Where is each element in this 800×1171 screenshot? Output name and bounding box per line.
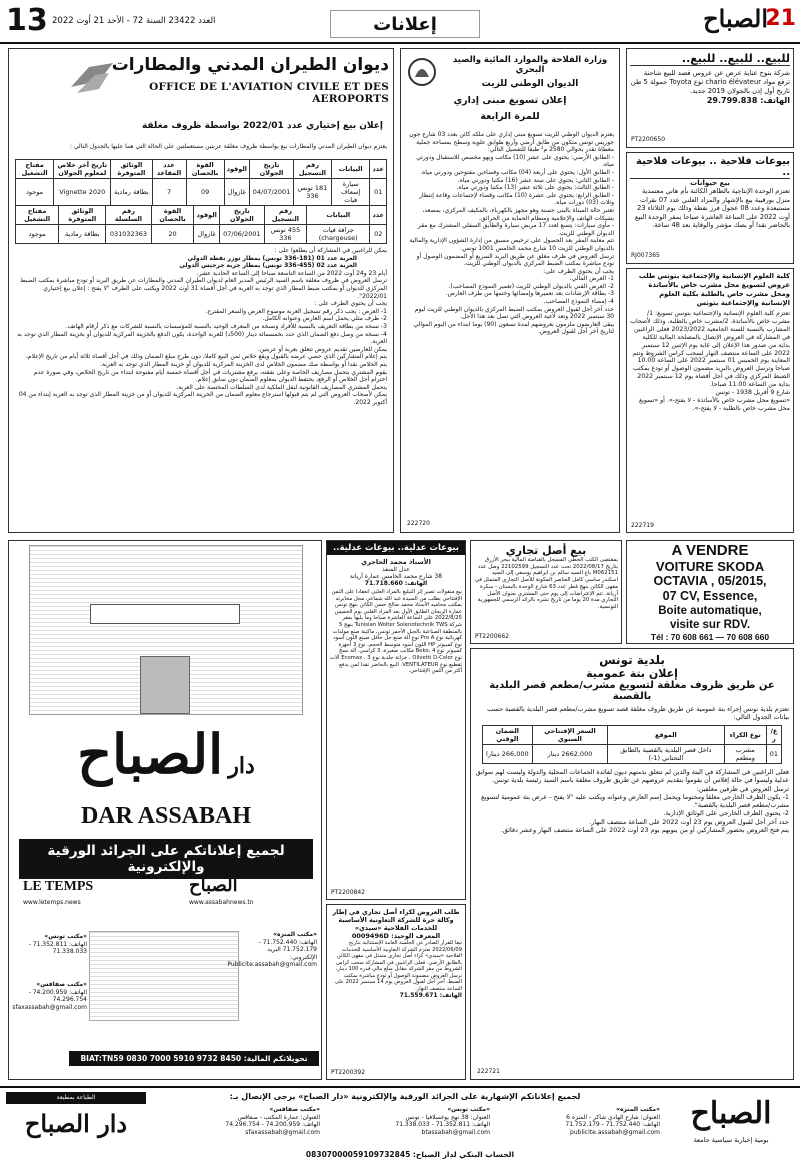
ad-college — [626, 268, 794, 533]
table-cell: غازوال — [194, 225, 219, 244]
skoda-line5: Boite automatique, — [658, 605, 762, 617]
section-title — [330, 10, 480, 38]
skoda-line1: A VENDRE — [671, 542, 749, 559]
airport-ad-title: إعلان بيع إختياري عدد 2022/01 بواسطة ظروف مغلقة — [141, 121, 383, 131]
ministry-heading2: للمرة الرابعة — [480, 111, 540, 122]
airport-para: العربة عدد 01 (181-336 تونس) بمطار توزر نفطة الدولي — [187, 254, 357, 262]
footer-bank: الحساب البنكي لدار الصباح: 08307000059109732845 — [305, 1150, 515, 1159]
table-cell: 07/06/2001 — [219, 225, 264, 244]
footer-office-title: «مكتب تونس» — [447, 1106, 490, 1113]
page-number: 13 — [6, 3, 48, 38]
airport-para: 4- نسخة من وصل دفع الضمان الذي حدد بخمسمائة دينار (500د) للعربة الواحدة، يكون الدفع بالخزينة المركزية للديوان أو بخزينة المطار الذي توجد به العربة. — [17, 330, 387, 346]
muni-title2: إعلان بتة عمومية — [586, 667, 678, 680]
ministry-para: تعتبر حالة المبناة بالبنى حسنة وهو مجهز بالكهرباء، بالمكيف المركزي، بمصعد، بشبكات الهاتف والإعلامية ومنظام الحماية من الحرائق. — [422, 206, 614, 222]
footer-logo-text: الصباح — [690, 1096, 772, 1131]
airport-para: 3- نسخة من بطاقة التعريف بالنسبة للأفراد ونسخة من المعرف الوحيد بالنسبة للمؤسسات بالنسبة للشركات مع ذكر أرقام الهاتف. — [65, 322, 387, 330]
muni-para: حدد آخر أجل لقبول العروض يوم 23 أوت 2022 على الساعة منتصف النهار. — [589, 817, 789, 826]
airport-para: 2- ظرف مثلي يحمل اسم العارض وعنوانه الكامل. — [262, 315, 387, 323]
muni-para: ترسل العروض في ظرفين مغلقين: — [696, 784, 789, 793]
table-cell: 181 تونس 336 — [293, 179, 331, 206]
ministry-para: يعتزم الديوان الوطني للزيت تسويغ مبنى إداري على ملكه كائن بعدد 03 شارع جون جوريس تونس متكون من طابق أرضي وأربع طوابق علوية وسطح بمساحة جملية مغطاة تقدر بحوالي 2580 م² طبقا للتفصيل التالي: — [409, 131, 614, 154]
table-row — [16, 225, 387, 244]
table-header-cell: الضمان الوقتي — [483, 726, 533, 745]
ministry-para: - الطابق الثالث: يحتوي على ثلاثة عشر (13) مكتبا ودورتي مياه. — [456, 184, 614, 192]
footer-print — [6, 1092, 146, 1168]
table-header-cell: مفتاح التشغيل — [16, 160, 54, 179]
ad-sale — [626, 48, 794, 148]
table-header-cell: البيانات — [331, 160, 370, 179]
coop-title: طلب العروض لكراء أصل تجاري في إطار وكالة حرة للشركة التعاونية الأساسية للخدمات الفلاحية «سيدي» — [332, 908, 460, 932]
paper-letemps-logo: LE TEMPS — [23, 879, 94, 894]
skoda-line7: Tél : 70 608 661 — 70 608 660 — [650, 632, 770, 642]
footer-office-phone: الهاتف: 71.752.440 - 71.752.179 — [565, 1121, 660, 1129]
airport-name-fr: OFFICE DE L'AVIATION CIVILE ET DES AEROPORTS — [149, 81, 389, 105]
airport-para: يقوم المشتري بتحمل مصاريف الخاصة وعلى نفقته، يرفع مشتريات في أجل أقصاه خمسة أيام مفتوحة ابتداء من تاريخ الخلاص، وفي صورة عدم احترام أجل الخلاص أو الرفع، يحتفظ الديوان بمعلوم الضمان دون سابق إعلام. — [34, 368, 387, 384]
table-cell: 04/07/2001 — [250, 179, 294, 206]
ad-airport — [8, 48, 394, 533]
muni-para: 2- يحتوي الظرف الخارجي على الوثائق الإدارية. — [663, 809, 789, 818]
airport-para: يتم إعلام المشاركين الذي حضي عرضه بالقبول ويقع خلاص ثمن البيع كاملا، دون طرح مبلغ الضمان وذلك في أجل أقصاه ثلاثة أيام من تاريخ الإعلام، يتم الخلاص نقدا أو بواسطة صك مضمون الخلاص لدى الخزينة المركزية للديوان أو خزينة المطار الذي توجد به العربة. — [25, 353, 387, 368]
masthead-logo — [680, 4, 796, 40]
table-cell: 455 تونس 336 — [264, 225, 306, 244]
table-header-row — [483, 726, 782, 745]
skoda-line2: VOITURE SKODA — [655, 559, 765, 574]
ad-skoda — [626, 540, 794, 644]
footer-office-title: «مكتب صفاقس» — [269, 1106, 320, 1113]
ad-code: 222721 — [477, 1068, 500, 1076]
ad-commerce — [470, 540, 622, 644]
footer-print-label: الطباعة بمطبعة — [6, 1092, 146, 1104]
table-header-cell: تاريخ آخر خلاص لمعلوم الجولان — [54, 160, 111, 179]
ad-code: 222720 — [407, 520, 430, 528]
table-header-cell: الوثائق المتوفرة — [111, 160, 152, 179]
table-header-cell: ع/ر — [766, 726, 781, 745]
promo-office-sfax — [12, 981, 87, 1011]
airport-para: يتحمل المشتري المصاريف القانونية لنقل الملكية لدى السلطات المختصة على العربة. — [176, 383, 387, 391]
paper-assabah-logo: الصباح — [189, 875, 238, 896]
promo-papers — [19, 875, 313, 935]
table-row — [16, 179, 387, 206]
ministry-para: - الطابق الأول: يحتوي على أربعة (04) مكاتب وقضاءين مفتوحين ودورتي مياه. — [420, 168, 614, 176]
page-footer — [0, 1086, 800, 1171]
promo-office-title: «مكتب المنزه» — [273, 931, 317, 938]
college-address: شارع 9 أفريل 1938 - تونس — [715, 389, 790, 397]
ministry-para: تتم معاينة المقر بعد الحصول على ترخيص مسبق من إدارة الشؤون الإدارية والمالية بالديوان الوطني للزيت 10 شارع محمد الخامس 1001 تونس. — [409, 237, 614, 252]
footer-office-mail: btassabah@gmail.com — [421, 1128, 490, 1136]
page-header — [0, 0, 800, 44]
table-cell: 031032363 — [106, 225, 151, 244]
airport-para: يمكن للراغبين في المشاركة أن يطلعوا على : — [274, 247, 387, 254]
footer-office-phone: الهاتف: 74.200.959 - 74.296.754 — [225, 1121, 320, 1129]
ad-coop — [326, 904, 466, 1080]
table-cell: غازوال — [224, 179, 249, 206]
promo-office-title: «مكتب صفاقس» — [36, 981, 87, 988]
promo-logo-fr: DAR ASSABAH — [80, 803, 252, 829]
ad-code: RJ007365 — [631, 252, 660, 260]
airport-table-1 — [15, 159, 387, 206]
ministry-para: 4- إمضاء النموذج المصاحب. — [543, 298, 614, 306]
table-header-cell: عدد — [370, 160, 387, 179]
ministry-body — [406, 131, 614, 336]
muni-para: يتم فتح العروض بحضور المشاركين أو من ينوبهم يوم 23 أوت 2022 على الساعة منتصف النهار وعشر دقائق. — [500, 826, 789, 835]
footer-office-title: «مكتب المنزه» — [616, 1106, 660, 1113]
ministry-para: يبقى العارضون ملزمون بعروضهم لمدة تسعون (90) يوما ابتداء من اليوم الموالي لتاريخ آخر أجل لقبول العروض. — [413, 320, 614, 336]
ministry-subtitle: الديوان الوطني للزيت — [481, 79, 579, 89]
ad-code: PT2200662 — [475, 633, 510, 641]
table-cell: موجود — [16, 225, 59, 244]
table-header-row — [16, 160, 387, 179]
coop-id-line — [330, 932, 462, 940]
ministry-para: - مأوى سيارات: يتسع لعدد 17 مربض سيارة والطابق السفلي المشترك مع مقر الديوان الوطني للزيت. — [417, 222, 614, 237]
judicial-text: بيع منقولات تصير إثر التبليغ بالمزاد العلني انعقادا على الثمن الإفتتاحي بطلب من السيدة عبد الله شماعي محل مخابرته بمكتب محاميه الأستاذ محمد صالح حسن الكائن بنهج تونس عمارة الريحان الطابق الأول بعد المزاد العلني يوم الخميس 2022/8/25 على الساعة العاشرة صباحا وما يليها بمقر شركة Tunisian Wolter Solenotechnik TWS بنهج 5 بالمنطقة الصناعية بالجبل الأحمر تونس، ماكينة صنع مولدات كهربائية نوع Pro A نوع آلة صنع جل حافل صينع اللون أسود نوع كمبيوتر HP اللون أسود متوسط الحجم، نوع 3 أجهزة كمبيوتر نوع Beko، 4 مكاتب صغيرة، 3 كراسي، آلة نسخ نوع Olivetti D-Color ، خزانة جلدية نوع Ecomax ، 3 آلات تقطيع نوع VENTILATEUR. البيع بالحاضر نقدا لمن يدفع أكثر من الثمن الإفتتاحي. — [330, 589, 462, 675]
promo-office-text: الهاتف: 71.752.440 - 71.752.179 البريد الإلكتروني: Publicite.assabah@gmail.com — [227, 938, 317, 969]
table-header-cell: تاريخ الجولان — [250, 160, 294, 179]
commerce-title: بيع أصل تجاري — [505, 544, 587, 557]
promo-office-text: الهاتف: 74.200.959 - 74.296.754 sfaxassabah@gmail.com — [12, 988, 87, 1011]
agri-title: بيوعات فلاحية .. بيوعات فلاحية .. — [630, 156, 790, 179]
ministry-para: - الطابق الأرضي: يحتوي على عشر (10) مكاتب وبهو مخصص للاستقبال ودورتي مياه. — [416, 153, 614, 169]
muni-intro: تعتزم بلدية تونس إجراء بتة عمومية عن طريق ظروف مغلقة قصد تسويغ مشرب/مطعم قصر البلدية بالقصبة حسب بيانات الجدول التالي: — [487, 705, 789, 721]
ministry-para: 3- بطاقة الإرشادات بعد تعميرها وإمضائها وختمها من طرف العارض. — [445, 290, 614, 298]
sale-phone-line — [630, 96, 790, 105]
promo-office-tunis — [15, 933, 87, 956]
judicial-phone: الهاتف: 71.718.660 — [364, 580, 428, 587]
table-header-cell: رقم السلسلة — [106, 206, 151, 225]
table-cell: 20 — [151, 225, 194, 244]
table-header-cell: السعر الإفتتاحي السنوي — [532, 726, 608, 745]
table-cell: Vignette 2020 — [54, 179, 111, 206]
airport-para: يمكن للعارضين تقديم عروض تتعلق بعربة أو عربتين. — [257, 345, 387, 353]
promo-slogan: لجميع إعلاناتكم على الجرائد الورقية والإلكترونية — [19, 839, 313, 879]
ministry-para: - الطابق الثاني: يحتوي على ستة عشر (16) مكتبا ودورتي مياه. — [457, 176, 614, 184]
muni-title3: عن طريق ظروف مغلقة لتسويغ مشرب/مطعم قصر البلدية بالقصبة — [489, 680, 775, 702]
muni-para: فعلى الراغبين في المشاركة في البتة والذين لم تتعلق بذمتهم ديون لفائدة الجماعات المحلية والدولة وليست لهم سوابق عدلية وليسوا في حالة إفلاس أن يقوموا بتقديم عروضهم عن طريق ظروف مغلقة باسم السيد رئيسة بلدية تونس. — [475, 768, 789, 785]
building-door — [140, 656, 190, 714]
sale-phone: 29.799.838 — [706, 96, 758, 105]
table-cell: موجود — [16, 179, 54, 206]
college-title: كلية العلوم الإنسانية والإجتماعية بتونس طلب عروض لتسويغ محل مشرب خاص بالأساتذة ومحل مشرب خاص بالطلبة بكلية العلوم الإنسانية والإجتماعية بتونس — [638, 272, 790, 307]
ad-assabah-promo — [8, 540, 322, 1080]
judicial-lawyer-sub: عدل المنفذ — [382, 566, 410, 573]
promo-logo-main: الصباح — [77, 722, 224, 786]
table-cell: 2662,000 دينار — [532, 745, 608, 764]
ministry-para: حدد آخر أجل لقبول العروض بمكتب الضبط المركزي بالديوان الوطني للزيت ليوم 30 سبتمبر 2022 وتعد لاغية العروض التي تصل بعد هذا الأجل. — [414, 305, 614, 321]
college-text: تعتزم كلية العلوم الإنسانية والإجتماعية بتونس تسويغ: 1/مشرب خاص بالأساتذة. 2/مشرب خاص بالطلبة. وذلك لأصحاب المشارب بالنسبة للسنة الجامعية 2023/2022 فعلى الراغبين في المشاركة في العروض الإتصال بالمصلحة المالية للكلية بداية من صدور هذا الإعلان إلى غاية يوم الإثنين 12 سبتمبر 2022 على الساعة منتصف النهار لسحب كراس الشروط وتتم المعاينة يوم الخميس 01 سبتمبر 2022 على الساعة 10.00 صباحا وترسل العروض بالبريد مضمون الوصول أو تودع بمكتب الضبط المركزي وذلك في أجل أقصاه يوم 12 سبتمبر 2022 بداية من الساعة 11.00 صباحا. — [630, 310, 790, 389]
ministry-para: 2- العرض الفني بالديوان الوطني للزيت (تعمير النموذج المصاحب). — [448, 282, 614, 290]
paper-letemps-web: www.letemps.news — [23, 899, 81, 906]
building-photo — [29, 545, 303, 715]
ad-agri — [626, 152, 794, 264]
airport-para: 1- العرض : يجب ذكر رقم تسجيل العربة موضوع العرض والسعر المقترح. — [205, 307, 387, 315]
onh-logo-icon — [407, 57, 437, 87]
footer-print-logo: دار الصباح — [24, 1108, 128, 1138]
skoda-line4: 07 CV, Essence, — [662, 589, 758, 603]
ministry-para: ترسل العروض في ظرف مغلق عن طريق البريد السريع أو المضمون الوصول أو تودع مباشرة بمكتب الضبط المركزي بالديوان الوطني للزيت. — [416, 252, 614, 268]
table-cell: 01 — [766, 745, 781, 764]
judicial-lawyer: الأستاذ محمد الحاجري — [361, 558, 431, 566]
table-cell: مشرب ومطعم — [724, 745, 766, 764]
ministry-para: 1- العرض المالي. — [569, 275, 614, 283]
table-cell: بطاقة رمادية — [111, 179, 152, 206]
table-cell: سيارة إسعاف فيات — [331, 179, 370, 206]
table-cell: 266,000 دينارا — [483, 745, 533, 764]
airport-para: ترسل العروض في ظروف مغلقة باسم السيد الرئيس المدير العام لديوان الطيران المدني والمطارات عن طريق البريد أو تودع مباشرة بمكتب الضبط المركزي للديوان أو بمكتب ضبط المطار الذي توجد به العربة في أجل أقصاه 31 أوت 2022 ويكتب على الظرف "لا يفتح : إعلان بيع إختياري 2022/01". — [20, 277, 387, 300]
ad-ministry — [400, 48, 620, 533]
skoda-line3: OCTAVIA , 05/2015, — [653, 574, 767, 588]
airport-para: يجب أن يحتوي الظرف على : — [314, 300, 387, 308]
ad-judicial — [326, 540, 466, 900]
table-header-cell: نوع الكراء — [724, 726, 766, 745]
airport-body — [17, 247, 387, 406]
footer-office-tunis — [330, 1106, 490, 1136]
building-sign — [90, 604, 240, 624]
skoda-line6: visite sur RDV. — [669, 619, 751, 631]
coop-text: تبعا للقرار الصادر عن الجلسة العامة الإستثنائية بتاريخ 2022/06/09 تعتزم الشركة التعاونية الأساسية للخدمات الفلاحية «سيدي» كراء أصل تجاري متمثل في مقهى الكائن بالطابق الأرضي. فعلى الراغبين في المشاركة سحب كراس الشروط من مقر الشركة مقابل مبلغ مالي قدره 100 دينار، ترسل العروض مضمونة الوصول أو تودع مباشرة بمكتب الضبط. آخر أجل لقبول العروض يوم 14 سبتمبر 2022 على الساعة منتصف النهار. — [334, 940, 462, 992]
ad-code: PT2200392 — [331, 1069, 366, 1077]
muni-table — [482, 725, 782, 764]
muni-para: 1- يكون الظرف الخارجي مغلقا ومختوما ويحمل إسم العارض وعنوانه ويكتب عليه "لا يفتح - عرض بتة عمومية لتسويغ مشرب/مطعم قصر البلدية بالقصبة". — [481, 792, 789, 810]
footer-office-mail: publicite.assabah@gmail.com — [570, 1128, 660, 1136]
table-header-cell: القوة بالحصان — [186, 160, 224, 179]
coop-id: 0009496D — [351, 932, 389, 940]
table-header-cell: عدد — [370, 206, 387, 225]
table-cell: 02 — [370, 225, 387, 244]
table-header-cell: البيانات — [307, 206, 370, 225]
footer-logo-sub: يومية إخبارية سياسية جامعة — [693, 1136, 769, 1144]
airport-logo — [69, 55, 389, 105]
ministry-para: يجب أن يحتوي الظرف على: — [543, 267, 614, 275]
table-header-cell: رقم التسجيل — [293, 160, 331, 179]
paper-assabah-web: www.assabahnews.tn — [189, 899, 254, 906]
commerce-text: بمقتضى الكتب الخطي المسجل بالقباضة المالية ببحر الأزرق بتاريخ 2022/08/17 تحت عدد التسجيل 22102599 وصل عدد M062151 باع السيد سالم بن ابراهيم يوسفي إلى السيد اسكندر ساسي كامل العناصر المكونة للأصل التجاري المتمثل في مقهى الكائن بنهج قطر عدد 63 شارع الوحدة بالبستان - سكرة أريانة. تتم الإعتراضات إلى يوم حتى المشتري بعنوان الأصل التجاري مدة 20 يوما من تاريخ نشره بالرائد الرسمي للجمهورية التونسية. — [474, 557, 618, 610]
table-cell: جرافة فيات (chargeuse) — [307, 225, 370, 244]
logo-21-mark: 21 — [765, 6, 796, 31]
table-header-cell: تاريخ الجولان — [219, 206, 264, 225]
table-cell: بطاقة رمادية — [59, 225, 106, 244]
issue-info: العدد 23422 السنة 72 - الأحد 21 أوت 2022 — [52, 16, 216, 26]
newspaper-stack-image — [89, 931, 239, 1021]
ad-code: 222719 — [631, 522, 654, 530]
ad-code: PT2200650 — [631, 136, 666, 144]
judicial-address: 38 شارع محمد الخامس عمارة أريانة — [349, 573, 443, 580]
agri-subtitle: بيع حيوانات — [690, 179, 730, 187]
airport-para: العربة عدد 02 (455-336 تونس) بمطار جربة جرجيس الدولي — [179, 262, 357, 270]
agri-text: تعتزم الوحدة الإنتاجية بالظاهر الكائنة بأم هاني معتمدية منزل بورقيبة بيع بالإشهار والمزاد العلني عدد 07 بقرات مستبعدة وعدد 08 عجول فرز نقطة وذلك يوم الثلاثاء 23 أوت 2022 على الساعة العاشرة صباحا بمقر الوحدة البيع بالحاضر نقدا أو بصك مؤشر والوقاية بعد 48 ساعة. — [634, 187, 790, 230]
ministry-heading1: إعلان تسويغ مبنى إداري — [453, 95, 567, 106]
footer-office-mail: sfaxassabah@gmail.com — [245, 1128, 320, 1136]
promo-logo-small: دار — [228, 753, 255, 779]
table-header-cell: عدد المقاعد — [152, 160, 186, 179]
airport-para: أيام 23 و24 أوت 2022 من الساعة التاسعة صباحا إلى الساعة الحادية عشر. — [196, 269, 387, 277]
promo-office-text: الهاتف: 71.352.811 - 71.338.033 — [28, 940, 87, 956]
footer-office-sfax — [160, 1106, 320, 1136]
footer-office-menzah — [500, 1106, 660, 1136]
ad-municipality — [470, 648, 794, 1080]
judicial-title: بيوعات عدلية.. بيوعات عدلية.. — [327, 541, 465, 555]
table-header-cell: الموقع — [608, 726, 724, 745]
footer-office-addr: العنوان: شارع الهادي شاكر - المنزه 6 — [566, 1113, 660, 1121]
footer-office-addr: العنوان: عمارة المكتب - صفاقس — [237, 1113, 320, 1121]
sale-phone-label: الهاتف: — [760, 96, 790, 105]
table-row — [483, 745, 782, 764]
table-cell: 01 — [370, 179, 387, 206]
footer-office-phone: الهاتف: 71.352.811 - 71.338.033 — [395, 1121, 490, 1129]
muni-title1: بلدية تونس — [599, 653, 665, 667]
promo-logo — [9, 719, 322, 799]
table-header-row — [16, 206, 387, 225]
table-cell: 7 — [152, 179, 186, 206]
table-header-cell: رقم التسجيل — [264, 206, 306, 225]
table-header-cell: مفتاح التشغيل — [16, 206, 59, 225]
coop-id-label: المعرف الوحيد: — [391, 932, 441, 940]
ministry-para: - الطابق الرابع: يحتوي على عشرة (10) مكاتب وقضاء لإجتماعات وقاعة إنتظار وثلاث (03) دورات مياه. — [419, 191, 614, 207]
table-cell: 09 — [186, 179, 224, 206]
table-header-cell: القوة بالحصان — [151, 206, 194, 225]
ministry-title: وزارة الفلاحة والموارد المائية والصيد البحري — [452, 55, 608, 75]
muni-body — [475, 768, 789, 834]
section-title-text: إعلانات — [373, 14, 437, 35]
airport-name-ar: ديوان الطيران المدني والمطارات — [111, 55, 389, 75]
coop-phone: الهاتف: 71.559.671 — [399, 992, 462, 999]
table-cell: داخل قصر البلدية بالقصبة بالطابق التحتاني (1-) — [608, 745, 724, 764]
logo-text: الصباح — [703, 4, 768, 33]
footer-tagline: لجميع إعلاناتكم الإشهارية على الجرائد الورقية والإلكترونية «دار الصباح» يرجى الإتصال بـ: — [229, 1092, 581, 1101]
promo-office-title: «مكتب تونس» — [44, 933, 87, 940]
sale-title: للبيع.. للبيع.. للبيع.. — [630, 52, 790, 66]
college-footer: «تسويغ محل مشرب خاص بالأساتذة - لا يفتح-». أو «تسويغ محل مشرب خاص بالطلبة - لا يفتح-». — [638, 397, 790, 413]
table-header-cell: الوقود — [224, 160, 249, 179]
table-header-cell: الوقود — [194, 206, 219, 225]
promo-office-menzah — [227, 931, 317, 969]
ad-code: PT2200842 — [331, 889, 366, 897]
airport-intro: يعتزم ديوان الطيران المدني والمطارات بيع بواسطة ظروف مغلقة عربتين مستعملتين على الحالة التي هما عليها بالجدول التالي : — [69, 143, 387, 150]
airport-para: يمكن لأصحاب العروض التي لم يتم قبولها استرجاع معلوم الضمان من الخزينة المركزية للديوان أو من خزينة المطار الذي توجد به العربة إبتداء من 04 أكتوبر 2022. — [18, 391, 387, 406]
promo-bank: BIAT:TN59 0830 7000 5910 9732 8450 :تحويلاتكم المالية — [69, 1051, 319, 1066]
footer-office-addr: العنوان: 38 نهج يوغسلافيا - تونس — [405, 1113, 490, 1121]
table-header-cell: الوثائق المتوفرة — [59, 206, 106, 225]
sale-text: شركة بنوح عناية عرض عن عروس قصد للبيع شاحنة ترفع مواد chario élévateur نوع Toyota حمولة 5 طن تاريخ أول إذن بالجولان 2019 جديد. — [630, 69, 790, 95]
airport-table-2 — [15, 205, 387, 244]
footer-logo — [668, 1092, 794, 1168]
